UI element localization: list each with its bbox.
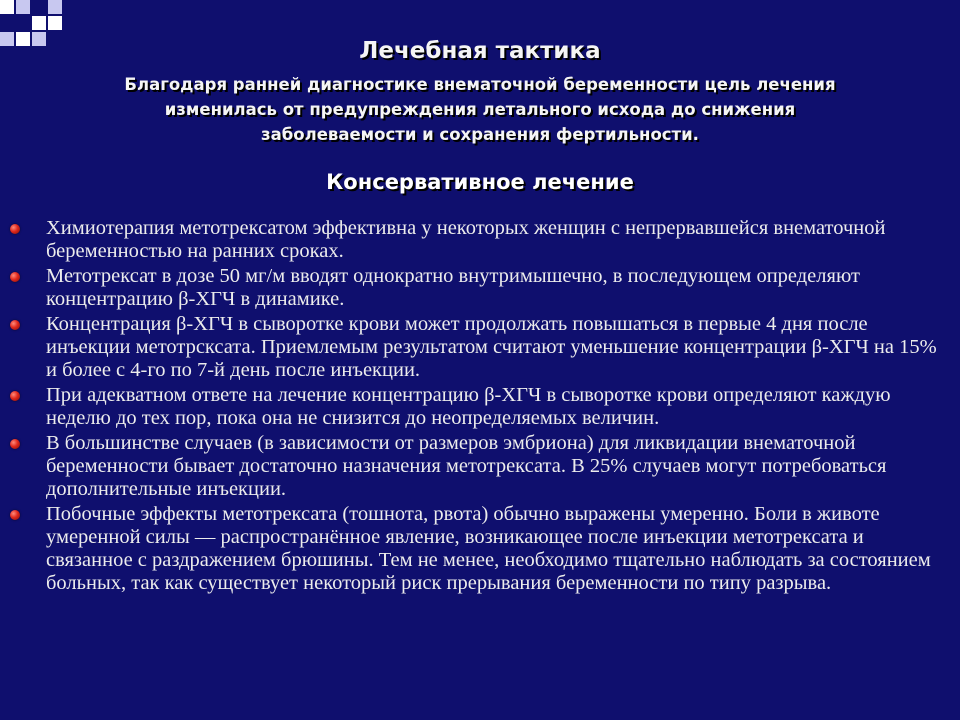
list-item xyxy=(6,384,946,430)
bullet-dot-icon xyxy=(10,439,20,449)
bullet-dot-icon xyxy=(10,224,20,234)
bullet-text: Химиотерапия метотрексатом эффективна у некоторых женщин с непрервавшейся внематочной беременностью на ранних сроках. xyxy=(46,217,886,262)
bullet-text: Концентрация β-ХГЧ в сыворотке крови может продолжать повышаться в первые 4 дня после инъекции метотрсксата. Приемлемым результатом считают уменьшение концентрации β-ХГЧ на 15% и более с 4-го по 7-й день после инъекции. xyxy=(46,313,937,381)
bullet-text: При адекватном ответе на лечение концентрацию β-ХГЧ в сыворотке крови определяют каждую неделю до тех пор, пока она не снизится до неопределяемых величин. xyxy=(46,384,891,429)
bullet-list xyxy=(6,217,946,597)
list-item xyxy=(6,503,946,595)
bullet-text: Метотрексат в дозе 50 мг/м вводят однократно внутримышечно, в последующем определяют концентрацию β-ХГЧ в динамике. xyxy=(46,265,860,310)
bullet-dot-icon xyxy=(10,391,20,401)
list-item xyxy=(6,217,946,263)
list-item xyxy=(6,313,946,382)
bullet-text: Побочные эффекты метотрексата (тошнота, рвота) обычно выражены умеренно. Боли в животе умеренной силы — распространённое явление, возникающее после инъекции метотрексата и связанное с раздражением брюшины. Тем не менее, необходимо тщательно наблюдать за состоянием больных, так как существует некоторый риск прерывания беременности по типу разрыва. xyxy=(46,503,931,594)
bullet-dot-icon xyxy=(10,272,20,282)
list-item xyxy=(6,265,946,311)
section-heading: Консервативное лечение xyxy=(326,170,634,194)
bullet-text: В большинстве случаев (в зависимости от размеров эмбриона) для ликвидации внематочной беременности бывает достаточно назначения метотрексата. В 25% случаев могут потребоваться дополнительные инъекции. xyxy=(46,432,887,500)
slide-title: Лечебная тактика xyxy=(359,38,601,64)
list-item xyxy=(6,432,946,501)
bullet-dot-icon xyxy=(10,510,20,520)
bullet-dot-icon xyxy=(10,320,20,330)
slide-subtitle: Благодаря ранней диагностике внематочной беременности цель лечения изменилась от предупреждения летального исхода до снижения заболеваемости и сохранения фертильности. xyxy=(124,75,836,144)
